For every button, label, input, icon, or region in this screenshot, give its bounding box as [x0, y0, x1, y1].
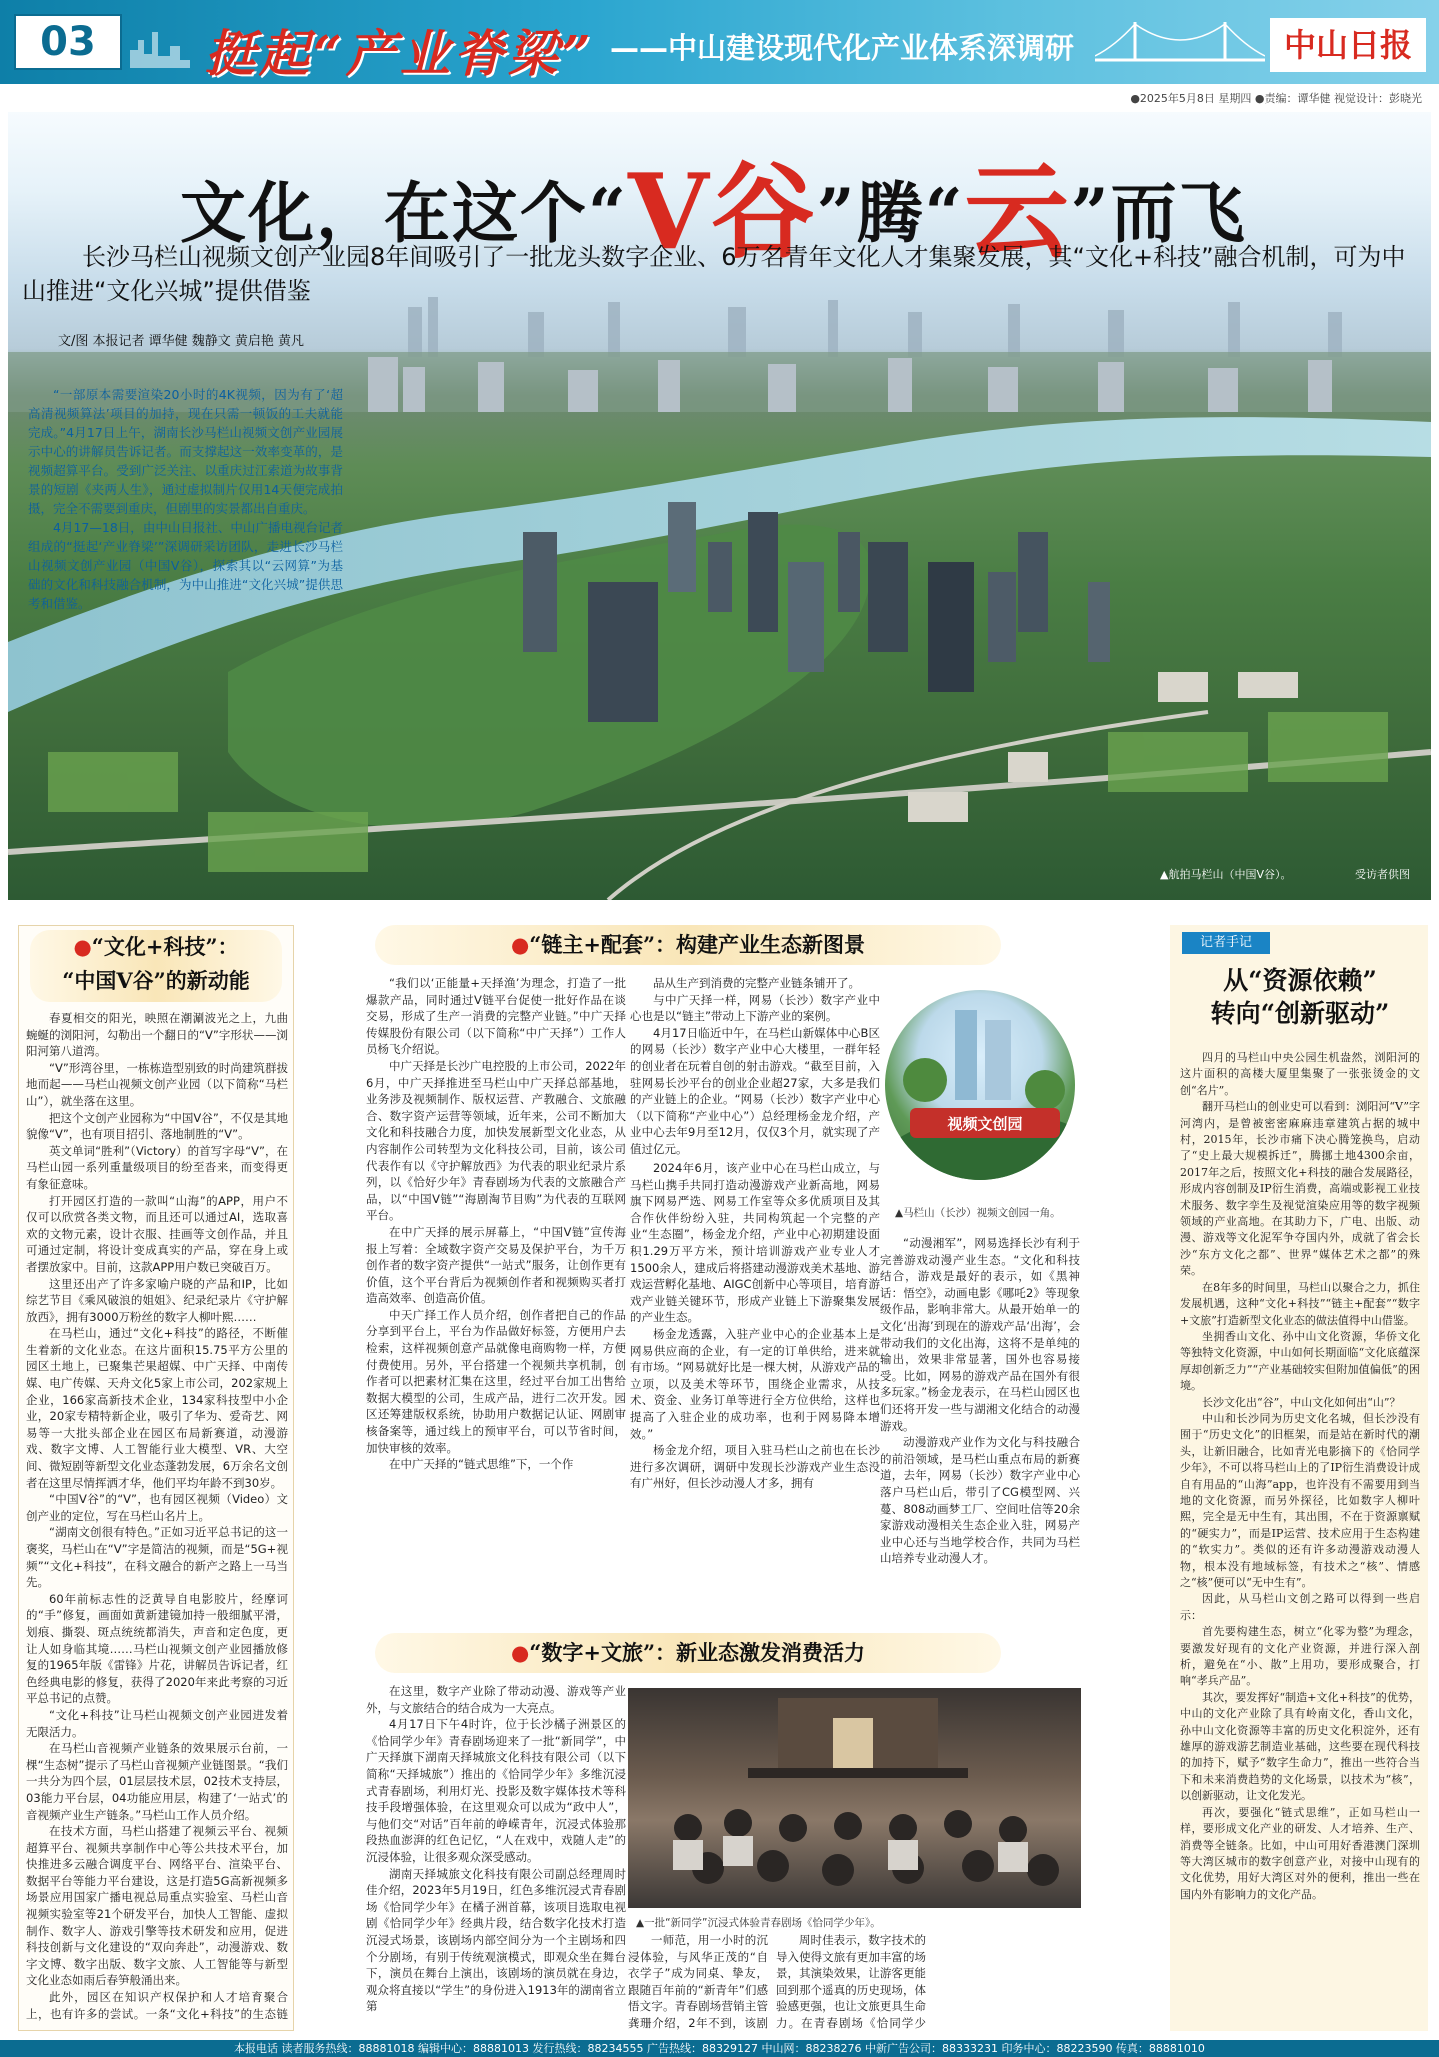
paragraph: 中天广择工作人员介绍，创作者把自己的作品分享到平台上，平台为作品做好标签，方便用户去检索，这样视频创意产品就像电商购物一样，方便付费使用。另外，平台搭建一个视频共享机制，创作者可以把素材汇集在这里，经过平台加工出售给数据大模型的公司，生成产品，进行二次开发。园区还筹建版权系统，协助用户数据记认证、网剧审核备案等，通过线上的预审平台，可以节省时间，加快审核的效率。 [366, 1307, 626, 1455]
paragraph: 坐拥香山文化、孙中山文化资源，华侨文化等独特文化资源，中山如何长期面临“文化底蕴深厚却创新乏力”“产业基础较实但附加值偏低”的困境。 [1180, 1329, 1420, 1393]
paragraph: 一师范，用一小时的沉浸体验，与风华正茂的“自衣学子”成为同桌、挚友，跟随百年前的“新青年”们感悟文字。青春剧场营销主管龚珊介绍，2年不到，该剧 [628, 1933, 768, 2030]
date-editor-line: ●2025年5月8日 星期四 ●责编：谭华健 视觉设计：彭晓光 [1130, 92, 1422, 105]
paragraph: 4月17日下午4时许，位于长沙橘子洲景区的《恰同学少年》青春剧场迎来了一批“新同学”，中广天择旗下湖南天择城旅文化科技有限公司（以下简称“天择城旅”）推出的《恰同学少年》多维沉浸式青春剧场，利用灯光、投影及数字媒体技术等科技手段增强体验，在这里观众可以成为“政中人”，与他们交“对话”百年前的峥嵘青年，沉浸式体验那段热血澎湃的红色记忆，“人在戏中，戏随人走”的沉浸体验，让很多观众深受感动。 [366, 1717, 626, 1864]
paragraph: “我们以‘正能量+天择渔’为理念，打造了一批爆款产品，同时通过V链平台促使一批好作品在谈交易，形成了生产一消费的完整产业链。”中广天择传媒股份有限公司（以下简称“中广天择”）工作人员杨飞介绍说。 [366, 976, 626, 1057]
paragraph: 在马栏山，通过“文化+科技”的路径，不断催生着新的文化业态。在这片面积15.75平方公里的园区土地上，已聚集芒果超媒、中广天择、中南传媒、电广传媒、天舟文化5家上市公司，202家规上企业，166家高新技术企业，134家科技型中小企业，20家专精特新企业，吸引了华为、爱奇艺、网易等一大批头部企业在园区布局新赛道，动漫游戏、数字文博、人工智能行业大模型、VR、大空间、微短剧等新型文化业态蓬勃发展，6万余名文创者在这里尽情挥洒才华，他们平均年龄不到30岁。 [26, 1326, 288, 1490]
hero-credit: 受访者供图 [1355, 868, 1410, 881]
headline-part-vgu: V谷 [627, 150, 817, 273]
paragraph: “V”形湾谷里，一栋栋造型别致的时尚建筑群拔地而起——马栏山视频文创产业园（以下简称“马栏山”），就坐落在这里。 [26, 1060, 288, 1108]
lede-paragraph: “一部原本需要渲染20小时的4K视频，因为有了‘超高清视频算法’项目的加持，现在只需一顿饭的工夫就能完成。”4月17日上午，湖南长沙马栏山视频文创产业园展示中心的讲解员告诉记者。而支撑起这一效率变革的，是视频超算平台。受到广泛关注、以重庆过江索道为故事背景的短剧《夹两人生》，通过虚拟制片仅用14天便完成拍摄，完全不需要到重庆，但剧里的实景都出自重庆。 [28, 387, 343, 516]
paragraph: 在马栏山音视频产业链条的效果展示台前，一棵“生态树”提示了马栏山音视频产业链图景。“我们一共分为四个层，01层层技术层，02技术支持层，03能力平台层，04功能应用层，构建了‘一站式’的音视频产业生产链条。”马栏山工作人员介绍。 [26, 1741, 288, 1822]
paragraph: “动漫湘军”，网易选择长沙有利于完善游戏动漫产业生态。“文化和科技结合，游戏是最好的表示，如《黑神话：悟空》，动画电影《哪吒2》等现象级作品，影响非常大。从最开始单一的文化‘出海’到现在的游戏产品‘出海’，会带动我们的文化出海，这将不是单纯的输出，效果非常显著，国外也容易接受。比如，网易的游戏产品在国外有很多玩家。”杨金龙表示，在马栏山园区也们还将开发一些与湖湘文化结合的动漫游戏。 [880, 1236, 1080, 1433]
series-subtitle: ——中山建设现代化产业体系深调研 [610, 31, 1075, 65]
theater-audience-illustration [628, 1688, 1081, 1908]
paragraph: 湖南天择城旅文化科技有限公司副总经理周时佳介绍，2023年5月19日，红色多维沉浸式青春剧场《恰同学少年》在橘子洲首幕，该项目选取电视剧《恰同学少年》经典片段，结合数字化技术打造沉浸式场景，该剧场内部空间分为一个主剧场和四个分剧场，有别于传统观演模式，即观众坐在舞台下，演员在舞台上演出，该剧场的演员就在身边，观众将直接以“学生”的身份进入1913年的湖南省立第 [366, 1866, 626, 2014]
lede-text [28, 385, 343, 613]
bridge-icon [1095, 16, 1265, 72]
chain-body-col-b [630, 975, 880, 1155]
section-heading-chain [375, 925, 1001, 965]
headline-part-1: 文化，在这个“ [180, 174, 628, 252]
section-heading-chain-text: “链主+配套”：构建产业生态新图景 [529, 932, 866, 957]
chain-body-col-d [880, 1235, 1080, 1610]
left-section-heading [30, 930, 282, 1002]
tourism-body-col-c [776, 1932, 926, 2032]
paragraph: 在中广天择的展示屏幕上，“中国V链”宣传海报上写着：全域数字资产交易及保护平台，为千万创作者的数字资产提供“一站式”服务，让创作更有价值，这个平台背后为视频创作者和视频购买者打造高效率、创造高价值。 [366, 1224, 626, 1306]
notes-heading-line-1: 从“资源依赖” [1223, 966, 1377, 995]
red-dot-icon: ● [510, 1640, 530, 1665]
paragraph: 春夏相交的阳光，映照在潮涮波光之上，九曲蜿蜒的浏阳河，勾勒出一个翻日的“V”字形状——浏阳河第八道湾。 [26, 1011, 288, 1059]
paragraph: 打开园区打造的一款叫“山海”的APP，用户不仅可以欣赏各类文物，而且还可以通过AI，选取喜欢的文物元素，设计衣服、挂画等文创作品，并且可通过定制，将设计变成真实的产品，穿在身上或者摆放家中。目前，这款APP用户数已突破百万。 [26, 1193, 288, 1274]
left-body-text [26, 1010, 288, 2024]
paragraph: 在8年多的时间里，马栏山以聚合之力，抓住发展机遇，这种“文化+科技”“链主+配套”“数字+文旅”打造新型文化业态的做法值得中山借鉴。 [1180, 1280, 1420, 1327]
footer-contact-bar: 本报电话 读者服务热线：88881018 编辑中心：88881013 发行热线：88234555 广告热线：88329127 中山网：88238276 中新广告公司：88333231 印务中心：88223590 传真：88881010 [0, 2040, 1439, 2057]
chain-body-col-a [366, 975, 626, 1610]
paragraph: 在技术方面，马栏山搭建了视频云平台、视频超算平台、视频共享制作中心等公共技术平台，加快推进多云融合调度平台、网络平台、渲染平台、数据平台等能力平台建设，这是打造5G高新视频多场景应用国家广播电视总局重点实验室、马栏山音视频实验室等21个研发平台，加快人工智能、虚拟制作、数字人、游戏引擎等技术研发和应用，促进科技创新与文化建设的“双向奔赴”，动漫游戏、数字文博、数字出版、数字文旅、人工智能等与新型文化业态如雨后春笋般涌出来。 [26, 1824, 288, 1988]
headline-part-3: ”腾“ [816, 174, 965, 252]
chain-body-col-c [630, 1160, 880, 1610]
paragraph: 动漫游戏产业作为文化与科技融合的前沿领域，是马栏山重点布局的新赛道，去年，网易（长沙）数字产业中心落户马栏山后，带引了CG模型网、兴蔓、808动画梦工厂、空间吐信等20余家游戏动漫相关生态企业入驻，网易产业中心还与当地学校合作，共同为马栏山培养专业动漫人才。 [880, 1435, 1080, 1566]
tourism-body-col-b [628, 1932, 768, 2032]
byline: 文/图 本报记者 谭华健 魏静文 黄启艳 黄凡 [58, 334, 305, 349]
paragraph: 60年前标志性的泛黄导自电影胶片，经摩诃的“手”修复，画面如黄新建镜加持一般细腻平滑，划痕、撕裂、斑点统统都消失，声音和定色度，更让人如身临其境……马栏山视频文创产业园播放修复的1965年版《雷锋》片花，讲解员告诉记者，红色经典电影的修复，获得了2020年来此考察的习近平总书记的点赞。 [26, 1591, 288, 1706]
left-heading-line-1: “文化+科技”： [91, 934, 239, 959]
notes-heading-line-2: 转向“创新驱动” [1210, 999, 1390, 1028]
tourism-body-col-d [935, 1932, 1081, 2032]
red-dot-icon: ● [73, 934, 92, 959]
paragraph: “湖南文创很有特色。”正如习近平总书记的这一褒奖，马栏山在“V”字是简洁的视频，而是“5G+视频”“文化+科技”，在科文融合的新产之路上一马当先。 [26, 1525, 288, 1590]
circle-photo-park-corner [885, 990, 1075, 1180]
series-title: 挺起“产业脊梁” [205, 24, 595, 83]
paper-logo: 中山日报 [1270, 18, 1426, 72]
circle-photo-caption: ▲马栏山（长沙）视频文创园一角。 [895, 1207, 1061, 1219]
left-heading-line-2: “中国V谷”的新动能 [62, 968, 250, 993]
theater-photo-caption: ▲一批“新同学”沉浸式体验青春剧场《恰同学少年》。 [636, 1917, 881, 1929]
paragraph: 在中广天择的“链式思维”下，一个作 [389, 1457, 574, 1472]
park-sign-text: 视频文创园 [947, 1115, 1023, 1133]
paragraph: 把这个文创产业园称为“中国V谷”，不仅是其地貌像“V”，也有项目招引、落地制胜的“V”。 [26, 1110, 288, 1142]
reporter-notes-body [1180, 1050, 1420, 2025]
paragraph: “文化+科技”让马栏山视频文创产业园进发着无限活力。 [26, 1707, 288, 1739]
tourism-body-col-a [366, 1683, 626, 2033]
paragraph: 杨金龙介绍，项目入驻马栏山之前也在长沙进行多次调研，调研中发现长沙游戏产业生态没有广州好，但长沙动漫人才多，拥有 [630, 1443, 880, 1491]
headline-part-5: ”而飞 [1070, 174, 1247, 252]
lede-paragraph: 4月17—18日，由中山日报社、中山广播电视台记者组成的“挺起‘产业脊梁’”深调研采访团队，走进长沙马栏山视频文创产业园（中国V谷），探索其以“云网算”为基础的文化和科技融合机制，为中山推进“文化兴城”提供思考和借鉴。 [28, 520, 343, 611]
paragraph: 中广天择是长沙广电控股的上市公司，2022年6月，中广天择推进至马栏山中广天择总部基地，业务涉及视频制作、版权运营、产教融合、文旅融合、数字资产运营等领域，近年来，公司不断加大文化和科技融合力度，加快发展新型文化业态，从内容制作公司转型为文化科技公司，目前，该公司代表作有以《守护解放西》为代表的职业纪录片系列，以《恰好少年》青春剧场为代表的文旅融合产品，以“中国V链”“海剧淘节目购”为代表的互联网平台。 [366, 1058, 626, 1223]
paragraph: 英文单词“胜利”（Victory）的首写字母“V”，在马栏山园一系列重量级项目的纷至沓来，而变得更有象征意味。 [26, 1143, 288, 1191]
hero-caption: ▲航拍马栏山（中国V谷）。 [1160, 868, 1292, 881]
headline-part-yun: 云 [964, 150, 1071, 273]
paragraph: 四月的马栏山中央公园生机盎然，浏阳河的这片面积的高楼大厦里集聚了一张张烫金的文创“名片”。 [1180, 1051, 1420, 1097]
paragraph: 首先要构建生态，树立“化零为整”为理念，要激发好现有的文化产业资源，并进行深入剖析，避免在“小、散”上用功，要形成聚合，打响“孝兵产品”。 [1180, 1625, 1420, 1688]
paragraph: 其次，要发挥好“制造+文化+科技”的优势，中山的文化产业除了具有岭南文化，香山文化，孙中山文化资源等丰富的历史文化积淀外，还有雄厚的游戏游艺制造业基础，这些要在现代科技的加持下，赋予“数字生命力”，推出一些符合当下和未来消费趋势的文化场景，以技术为“核”，以创新驱动，让文化发光。 [1180, 1690, 1420, 1803]
theater-photo [628, 1688, 1081, 1908]
paragraph: 品从生产到消费的完整产业链条铺开了。 [653, 976, 860, 990]
paragraph: 因此，从马栏山文创之路可以得到一些启示： [1180, 1592, 1420, 1622]
paragraph: 这里还出产了许多家喻户晓的产品和IP，比如综艺节目《乘风破浪的姐姐》、纪录纪录片《守护解放西》，拥有3000万粉丝的数字人柳叶熙…… [26, 1276, 288, 1324]
page-number: 03 [14, 14, 122, 70]
park-sign-illustration [885, 990, 1075, 1180]
section-heading-digital-tourism [375, 1633, 1001, 1673]
reporter-notes-heading [1178, 964, 1422, 1030]
red-dot-icon: ● [510, 932, 530, 957]
paragraph: 此外，园区在知识产权保护和人才培育聚合上，也有许多的尝试。一条“文化+科技”的生态链 [26, 1990, 288, 2021]
paragraph: 周时佳表示，数字技术的导入使得文旅有更加丰富的场景，其演染效果，让游客更能回到那个遥真的历史现场，体验感更强，也让文旅更具生命力。在青春剧场《恰同学少 [776, 1933, 926, 2030]
paragraph: 2024年6月，该产业中心在马栏山成立，与马栏山携手共同打造动漫游戏产业新高地，网易旗下网易严选、网易工作室等众多优质项目及其合作伙伴纷纷入驻，共同构筑起一个完整的产业“生态圈”，杨金龙介绍，产业中心初期建设面积1.29万平方米，预计培训游戏产业专业人才1500余人，建成后将搭建动漫游戏美术基地、游戏运营孵化基地、AIGC创新中心等项目，培育游戏产业链关键环节，形成产业链上下游聚集发展的产业生态。 [630, 1161, 880, 1325]
section-heading-digital-tourism-text: “数字+文旅”：新业态激发消费活力 [529, 1640, 866, 1665]
paragraph: 长沙文化出“谷”，中山文化如何出“山”？ [1202, 1395, 1401, 1409]
paragraph: 在这里，数字产业除了带动动漫、游戏等产业外，与文旅结合的结合成为一大亮点。 [366, 1684, 626, 1715]
paragraph: 中山和长沙同为历史文化名城，但长沙没有囿于“历史文化”的旧框架，而是站在新时代的潮头，让新旧融合，比如青光电影摘下的《恰同学少年》，不可以将马栏山上的了IP衍生消费设计成自有用品的“山海”app，也许没有不需要用到当地的文化资源，而另外探径，比如数字人柳叶熙，完全是无中生有，其出围，不在于资源禀赋的“硬实力”，而是IP运营、技术应用于生态构建的“软实力”。类似的还有许多动漫游戏动漫人物，根本没有地域标签，有技术之“核”、情感之“核”便可以“无中生有”。 [1180, 1411, 1420, 1589]
deck-summary: 长沙马栏山视频文创产业园8年间吸引了一批龙头数字企业、6万名青年文化人才集聚发展，其“文化+科技”融合机制，可为中山推进“文化兴城”提供借鉴 [22, 243, 1406, 305]
paragraph: 翻开马栏山的创业史可以看到：浏阳河“V”字河湾内，是曾被密密麻麻违章建筑占据的城中村，2015年，长沙市痛下决心腾笼换鸟，启动了“史上最大规模拆迁”，腾挪土地4300余亩，2017年之后，按照文化+科技的融合发展路径，形成内容创制及IP衍生消费，高端或影视工业技术服务、数字孪生及视觉渲染应用等的数字视频领域的产业高地。在其助力下，广电、出版、动漫、游戏等文化泥军争夺国内外，成就了省会长沙“东方文化之都”、世界“媒体艺术之都”的殊荣。 [1180, 1100, 1420, 1278]
paragraph: “中国V谷”的“V”，也有园区视频（Video）文创产业的定位，写在马栏山名片上。 [26, 1492, 288, 1523]
paragraph: 再次，要强化“链式思维”，正如马栏山一样，要形成文化产业的研发、人才培养、生产、消费等全链条。比如，中山可用好香港澳门深圳等大湾区城市的数字创意产业，对接中山现有的文化优势，用好大湾区对外的便利，推出一些在国内外有影响力的文化产品。 [1180, 1805, 1420, 1901]
paragraph: 杨金龙透露，入驻产业中心的企业基本上是网易供应商的企业，有一定的订单供给，进来就有市场。“网易就好比是一棵大树，从游戏产品的立项，以及美术等环节，围绕企业需求，从技术、资金、业务订单等进行全方位供给，这样也提高了入驻企业的成功率，也利于网易降本增效。” [630, 1326, 880, 1441]
paragraph: 4月17日临近中午，在马栏山新媒体中心B区的网易（长沙）数字产业中心大楼里，一群年轻的创业者在玩着自创的射击游戏。“截至目前，入驻网易长沙平台的创业企业超27家，大多是我们的产业链上的企业。“网易（长沙）数字产业中心（以下简称“产业中心”）总经理杨金龙介绍，产业中心去年9月至12月，仅仅3个月，就实现了产值过亿元。 [630, 1025, 880, 1155]
reporter-notes-tag: 记者手记 [1182, 932, 1270, 954]
paragraph: 与中广天择一样，网易（长沙）数字产业中心也是以“链主”带动上下游产业的案例。 [630, 992, 880, 1024]
